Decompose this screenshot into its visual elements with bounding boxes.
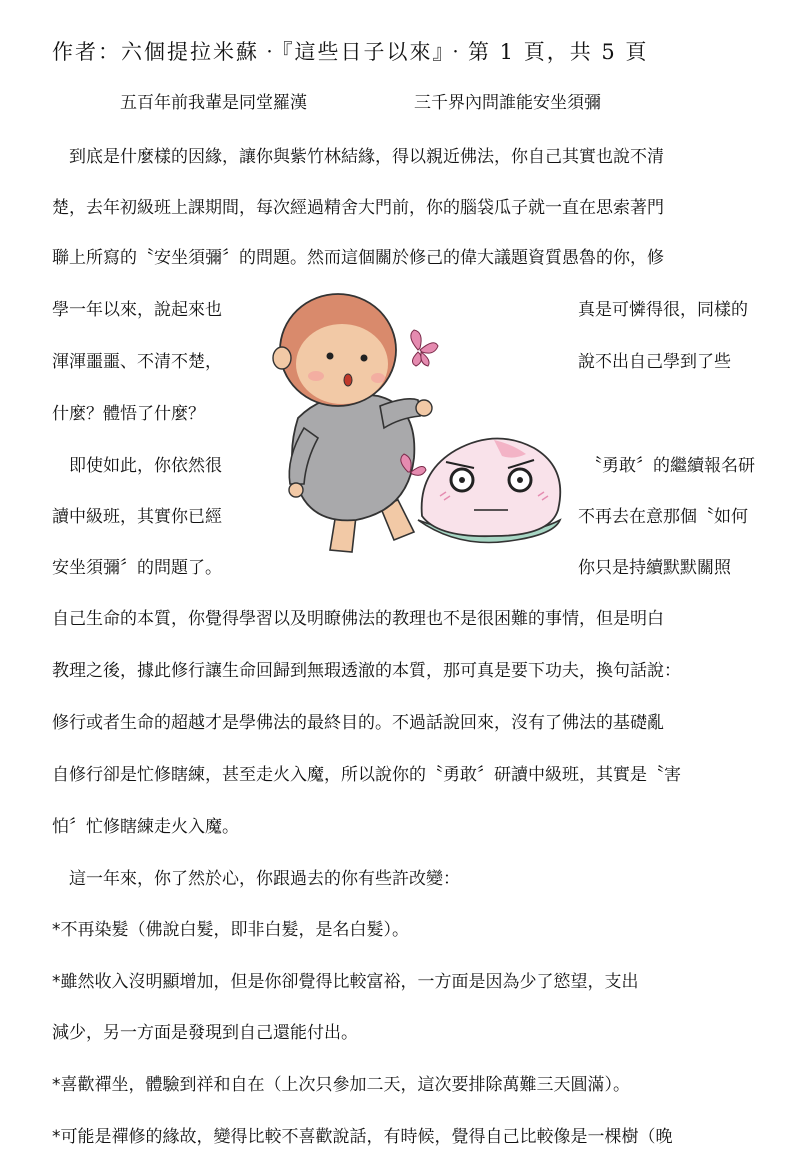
wrap-right-line: 真是可憐得很，同樣的 [578,300,748,320]
body-line: 這一年來，你了然於心，你跟過去的你有些許改變： [52,869,460,889]
list-item: *雖然收入沒明顯增加，但是你卻覺得比較富裕，一方面是因為少了慾望，支出 [52,972,639,992]
list-item: *喜歡禪坐，體驗到祥和自在（上次只參加二天，這次要排除萬難三天圓滿）。 [52,1075,630,1095]
body-line: 楚，去年初級班上課期間，每次經過精舍大門前，你的腦袋瓜子就一直在思索著門 [52,198,664,218]
wrap-left-line: 讀中級班，其實你已經 [52,507,222,527]
list-item: *不再染髮（佛說白髮，即非白髮，是名白髮）。 [52,920,409,940]
couplet-right: 三千界內問誰能安坐須彌 [414,93,601,113]
peach-bun-icon [418,438,560,542]
body-line: 修行或者生命的超越才是學佛法的最終目的。不過話說回來，沒有了佛法的基礎亂 [52,713,664,733]
monk-figure-icon [273,294,432,552]
wrap-right-line: 說不出自己學到了些 [578,352,731,372]
monk-and-peach-illustration [268,288,570,578]
wrap-right-line: 不再去在意那個〝如何 [578,507,748,527]
page-header: 作者：六個提拉米蘇‧『這些日子以來』‧第 1 頁，共 5 頁 [52,40,649,64]
wrap-right-line: 你只是持續默默關照 [578,558,731,578]
wrap-left-line: 即使如此，你依然很 [52,456,222,476]
body-line: 聯上所寫的〝安坐須彌〞的問題。然而這個關於修己的偉大議題資質愚魯的你，修 [52,248,664,268]
list-item: *可能是禪修的緣故，變得比較不喜歡說話，有時候，覺得自己比較像是一棵樹（晚 [52,1127,673,1147]
body-line: 教理之後，據此修行讓生命回歸到無瑕透澈的本質，那可真是要下功夫，換句話說： [52,661,681,681]
wrap-left-line: 學一年以來，說起來也 [52,300,222,320]
wrap-right-line: 〝勇敢〞的繼續報名研 [585,456,755,476]
couplet-left: 五百年前我輩是同堂羅漢 [120,93,307,113]
body-line: 怕〞忙修瞎練走火入魔。 [52,817,239,837]
wrap-left-line: 渾渾噩噩、不清不楚， [52,352,222,372]
butterfly-icon [411,330,438,366]
body-line: 自修行卻是忙修瞎練，甚至走火入魔，所以說你的〝勇敢〞研讀中級班，其實是〝害 [52,765,681,785]
wrap-left-line: 什麼？體悟了什麼？ [52,404,205,424]
wrap-left-line: 安坐須彌〞的問題了。 [52,558,222,578]
body-line: 自己生命的本質，你覺得學習以及明瞭佛法的教理也不是很困難的事情，但是明白 [52,609,664,629]
body-line: 到底是什麼樣的因緣，讓你與紫竹林結緣，得以親近佛法，你自己其實也說不清 [52,147,664,167]
list-item-continuation: 減少，另一方面是發現到自己還能付出。 [52,1023,358,1043]
